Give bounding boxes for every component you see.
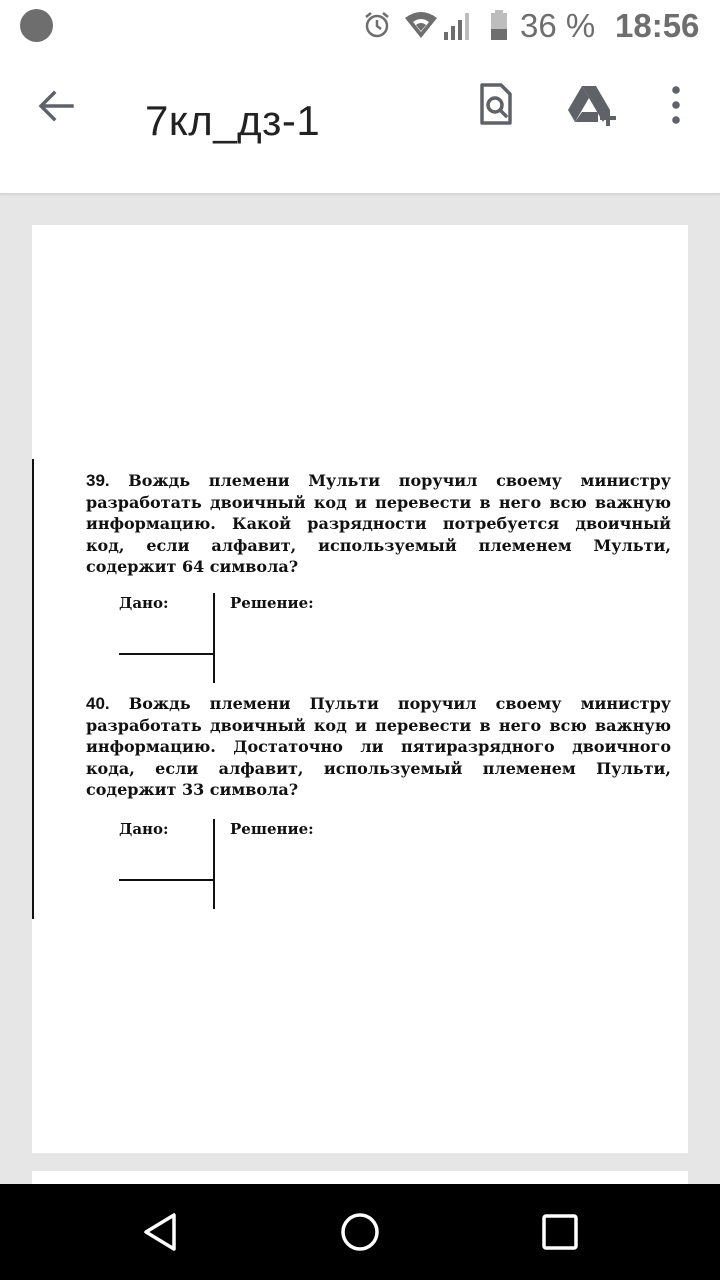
given-label: Дано: bbox=[119, 820, 169, 838]
notification-dot-icon bbox=[20, 9, 53, 42]
solution-label: Решение: bbox=[230, 820, 314, 838]
add-to-drive-icon[interactable] bbox=[566, 82, 618, 126]
more-vert-icon[interactable] bbox=[660, 84, 692, 126]
problem-number: 39. bbox=[86, 471, 110, 490]
status-bar bbox=[0, 0, 720, 52]
scan-edge-line bbox=[32, 459, 34, 919]
given-divider-vertical bbox=[213, 593, 215, 683]
clock: 18:56 bbox=[615, 7, 700, 44]
back-arrow-icon[interactable] bbox=[36, 86, 76, 126]
signal-icon bbox=[442, 12, 472, 40]
nav-home-icon[interactable] bbox=[338, 1210, 382, 1254]
nav-recents-icon[interactable] bbox=[540, 1212, 580, 1252]
problem-text: Вождь племени Пульти поручил своему министру разработать двоичный код и перевести в него всю важную информацию. Достаточно ли пятиразрядного двоичного кода, если алфавит, используемый племенем Пульти, содержит 33 символа? bbox=[86, 694, 671, 799]
solution-label: Решение: bbox=[230, 594, 314, 612]
given-label: Дано: bbox=[119, 594, 169, 612]
problem-number: 40. bbox=[86, 694, 110, 713]
nav-back-icon[interactable] bbox=[140, 1210, 184, 1254]
document-title: 7кл_дз-1 bbox=[145, 97, 321, 144]
problem-39 bbox=[86, 470, 671, 578]
given-divider-vertical bbox=[213, 819, 215, 909]
wifi-icon bbox=[404, 10, 438, 40]
given-divider-horizontal bbox=[119, 879, 215, 881]
battery-icon bbox=[490, 10, 508, 40]
battery-percent: 36 % bbox=[520, 7, 596, 44]
app-bar bbox=[0, 52, 720, 194]
problem-40 bbox=[86, 693, 671, 801]
find-in-document-icon[interactable] bbox=[474, 82, 518, 126]
given-divider-horizontal bbox=[119, 653, 215, 655]
alarm-icon bbox=[362, 10, 392, 40]
problem-text: Вождь племени Мульти поручил своему министру разработать двоичный код и перевести в него всю важную информацию. Какой разрядности потребуется двоичный код, если алфавит, используемый племенем Мульти, содержит 64 символа? bbox=[86, 471, 671, 576]
document-page[interactable] bbox=[32, 225, 688, 1153]
